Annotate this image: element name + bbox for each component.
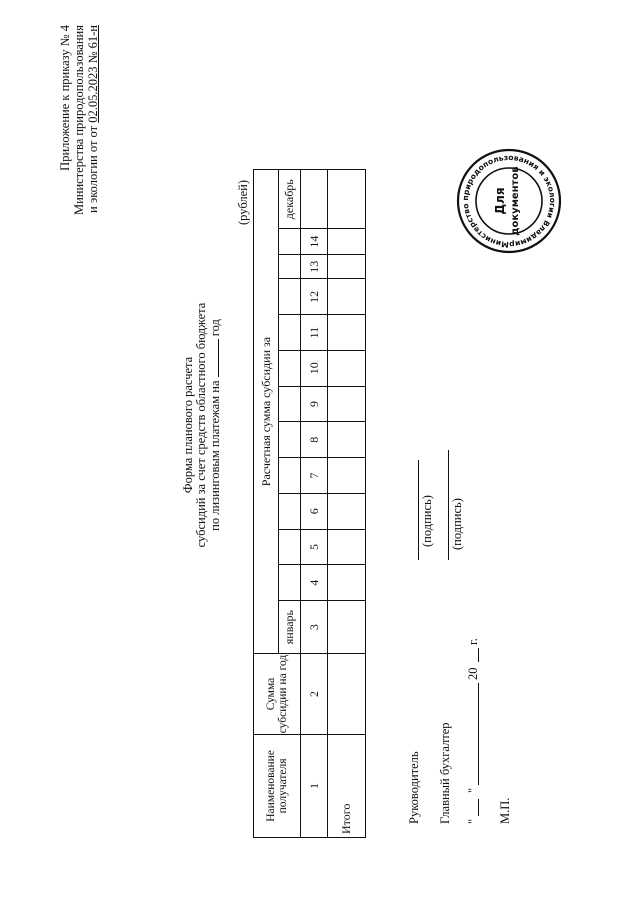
- accountant-signature-line: [448, 450, 449, 560]
- stamp-ring-text: Министерство природопользования и экологии Владимир: [460, 152, 558, 250]
- col-number: 5: [301, 529, 328, 565]
- col-number: 12: [301, 279, 328, 315]
- official-stamp: [455, 147, 563, 255]
- col-number: [301, 170, 328, 229]
- date-year-suffix: г.: [466, 638, 480, 645]
- total-cell: [328, 279, 366, 315]
- stamp-center-line-1: Для: [493, 187, 507, 215]
- approval-line-3-prefix: и экологии от от: [86, 122, 100, 213]
- col-number: 8: [301, 422, 328, 458]
- col-number: 1: [301, 734, 328, 837]
- header-month-cell: [279, 458, 301, 494]
- approval-line-2: Министерства природопользования: [72, 25, 86, 216]
- header-month-cell: [279, 350, 301, 386]
- head-signature-caption: (подпись): [420, 495, 434, 547]
- total-cell: [328, 229, 366, 255]
- col-number: 3: [301, 601, 328, 654]
- col-number: 2: [301, 654, 328, 735]
- total-cell: [328, 422, 366, 458]
- col-number: 7: [301, 458, 328, 494]
- approval-block: [58, 25, 100, 285]
- header-calculated-sum: Расчетная сумма субсидии за: [254, 170, 279, 654]
- units-label: (рублей): [236, 179, 250, 225]
- total-cell: [328, 529, 366, 565]
- header-month-cell: [279, 254, 301, 279]
- total-cell: [328, 170, 366, 229]
- title-line-3: [208, 245, 222, 605]
- subsidy-table: [253, 169, 366, 838]
- header-month-cell: [279, 386, 301, 422]
- header-month-cell: [279, 529, 301, 565]
- col-number: 13: [301, 254, 328, 279]
- col-number: 9: [301, 386, 328, 422]
- col-number: 10: [301, 350, 328, 386]
- title-line-3-prefix: по лизинговым платежам на: [208, 380, 222, 531]
- approval-order-date: 02.05.2023 № 61-н: [86, 25, 100, 123]
- total-cell: [328, 565, 366, 601]
- date-year-line: [478, 648, 479, 662]
- accountant-label: Главный бухгалтер: [438, 722, 452, 824]
- total-cell: [328, 601, 366, 654]
- total-cell: [328, 654, 366, 735]
- col-number: 14: [301, 229, 328, 255]
- date-day-line: [478, 799, 479, 816]
- header-month-cell: [279, 493, 301, 529]
- form-title: [182, 245, 222, 605]
- total-cell: [328, 350, 366, 386]
- total-cell: [328, 315, 366, 351]
- stamp-center-line-2: документов: [510, 166, 521, 236]
- accountant-signature-caption: (подпись): [450, 498, 464, 550]
- date-century: 20: [466, 667, 480, 680]
- head-label: Руководитель: [407, 751, 421, 824]
- approval-line-1: Приложение к приказу № 4: [58, 25, 72, 171]
- total-cell: [328, 386, 366, 422]
- header-annual-sum: Сумма субсидии на год: [254, 654, 301, 735]
- header-recipient-name: Наименование получателя: [254, 734, 301, 837]
- header-month-december: декабрь: [279, 170, 301, 229]
- col-number: 6: [301, 493, 328, 529]
- header-month-cell: [279, 315, 301, 351]
- date-open-quote: ": [466, 818, 480, 824]
- seal-label: М.П.: [498, 797, 512, 824]
- date-close-quote: ": [466, 787, 480, 793]
- head-signature-line: [418, 460, 419, 560]
- title-line-1: Форма планового расчета: [181, 356, 195, 494]
- total-cell: [328, 458, 366, 494]
- stamp-seal-graphic: [455, 147, 563, 255]
- header-month-cell: [279, 229, 301, 255]
- date-month-line: [478, 683, 479, 785]
- col-number: 11: [301, 315, 328, 351]
- header-month-cell: [279, 422, 301, 458]
- title-line-2: субсидий за счет средств областного бюджета: [194, 302, 208, 548]
- total-cell: [328, 493, 366, 529]
- approval-line-3: [86, 25, 100, 285]
- header-month-cell: [279, 565, 301, 601]
- header-month-january: январь: [279, 601, 301, 654]
- col-number: 4: [301, 565, 328, 601]
- total-cell: [328, 254, 366, 279]
- header-month-cell: [279, 279, 301, 315]
- year-blank: [208, 339, 219, 377]
- title-line-3-suffix: год: [208, 319, 222, 337]
- total-label: Итого: [328, 734, 366, 837]
